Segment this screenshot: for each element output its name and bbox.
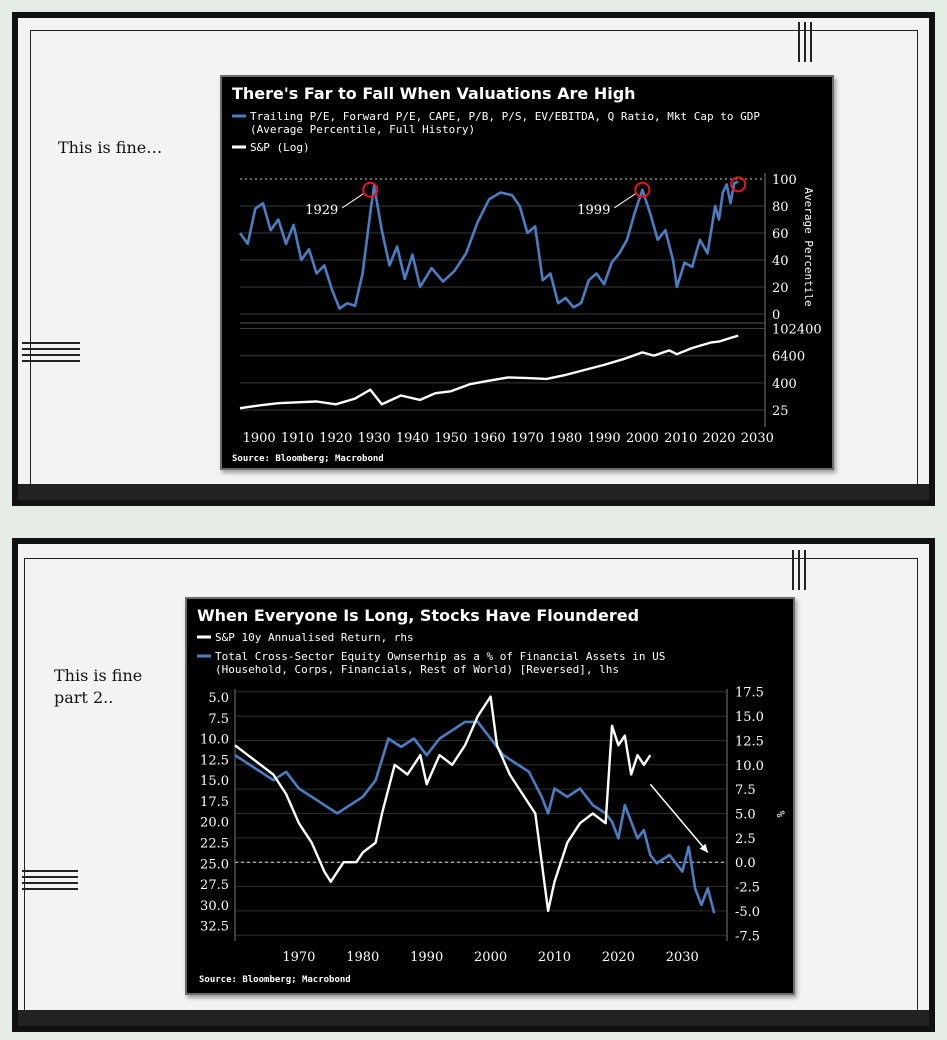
chart-source: Source: Bloomberg; Macrobond	[232, 454, 384, 464]
x-tick-label: 2020	[702, 431, 736, 446]
left-y-tick-label: 17.5	[200, 794, 229, 810]
x-tick-label: 1990	[410, 950, 444, 965]
series-sp-log-line	[240, 336, 738, 409]
x-tick-label: 1970	[510, 431, 544, 446]
top-y-tick-label: 60	[772, 227, 789, 242]
right-y-tick-label: 7.5	[735, 783, 756, 799]
series-sp-10y-return-line	[235, 697, 650, 911]
left-y-tick-label: 30.0	[200, 898, 229, 914]
left-y-tick-label: 20.0	[200, 815, 229, 831]
x-tick-label: 1960	[472, 431, 506, 446]
peak-label-1: 1999	[577, 202, 611, 218]
right-y-tick-label: -5.0	[735, 904, 761, 920]
chart-2	[185, 597, 795, 995]
right-y-tick-label: 17.5	[735, 685, 764, 701]
slide-2-caption: This is fine part 2..	[54, 666, 143, 707]
x-tick-label: 2030	[665, 950, 699, 965]
left-y-tick-label: 25.0	[200, 857, 229, 873]
x-tick-label: 2020	[601, 950, 635, 965]
legend-text-0-0: S&P 10y Annualised Return, rhs	[215, 631, 414, 644]
right-y-tick-label: -7.5	[735, 929, 761, 945]
right-y-tick-label: 15.0	[735, 710, 764, 726]
top-y-tick-label: 40	[772, 254, 789, 269]
right-y-tick-label: 5.0	[735, 807, 756, 823]
right-y-tick-label: 10.0	[735, 758, 764, 774]
slide-1-deco-lines-top	[798, 22, 812, 62]
chart-title: There's Far to Fall When Valuations Are High	[232, 84, 636, 103]
series-average-percentile-line	[240, 182, 738, 309]
x-tick-label: 2010	[664, 431, 698, 446]
bottom-y-tick-label: 25	[772, 404, 789, 420]
legend-text-1-0: S&P (Log)	[250, 141, 310, 154]
right-y-tick-label: 0.0	[735, 856, 756, 872]
top-y-tick-label: 80	[772, 200, 789, 215]
right-y-axis-label: %	[774, 810, 787, 818]
slide-2-deco-lines-left	[22, 870, 78, 884]
slide-1-caption: This is fine…	[58, 138, 163, 157]
left-y-tick-label: 32.5	[200, 919, 229, 935]
chart-1-svg	[222, 77, 832, 468]
slide-2-deco-lines-top	[792, 550, 806, 590]
legend-text-1-1: (Household, Corps, Financials, Rest of World) [Reversed], lhs	[215, 663, 619, 676]
left-y-tick-label: 27.5	[200, 878, 229, 894]
left-y-tick-label: 12.5	[200, 753, 229, 769]
series-equity-ownership-line	[235, 722, 714, 913]
chart-title: When Everyone Is Long, Stocks Have Floundered	[197, 606, 640, 625]
left-y-tick-label: 15.0	[200, 774, 229, 790]
top-y-axis-label: Average Percentile	[802, 187, 815, 307]
top-y-tick-label: 0	[772, 308, 781, 323]
right-y-tick-label: 12.5	[735, 734, 764, 750]
x-tick-label: 1990	[587, 431, 621, 446]
x-tick-label: 1980	[346, 950, 380, 965]
x-tick-label: 1930	[357, 431, 391, 446]
x-tick-label: 1900	[242, 431, 276, 446]
chart-2-svg	[187, 599, 793, 993]
x-tick-label: 2010	[537, 950, 572, 965]
top-y-tick-label: 20	[772, 281, 789, 296]
slide-1-deco-lines-left	[22, 342, 80, 356]
top-y-tick-label: 100	[772, 173, 797, 188]
slide-2-bottom-bar	[18, 1010, 929, 1026]
left-y-tick-label: 7.5	[208, 711, 229, 727]
chart-1	[220, 75, 834, 470]
x-tick-label: 2000	[474, 950, 508, 965]
right-y-tick-label: 2.5	[735, 831, 756, 847]
x-tick-label: 2030	[740, 431, 774, 446]
x-tick-label: 1970	[282, 950, 316, 965]
trend-arrow-line	[650, 784, 708, 852]
bottom-y-tick-label: 400	[772, 376, 797, 392]
legend-text-1-0: Total Cross-Sector Equity Ownserhip as a % of Financial Assets in US	[215, 650, 666, 663]
x-tick-label: 1950	[434, 431, 468, 446]
left-y-tick-label: 22.5	[200, 836, 229, 852]
left-y-tick-label: 10.0	[200, 732, 229, 748]
x-tick-label: 1940	[395, 431, 429, 446]
x-tick-label: 1910	[280, 431, 315, 446]
x-tick-label: 1920	[319, 431, 353, 446]
bottom-y-tick-label: 6400	[772, 349, 806, 365]
chart-source: Source: Bloomberg; Macrobond	[199, 975, 351, 985]
x-tick-label: 1980	[549, 431, 583, 446]
legend-text-0-1: (Average Percentile, Full History)	[250, 123, 476, 136]
peak-label-0: 1929	[305, 202, 339, 218]
x-tick-label: 2000	[625, 431, 659, 446]
left-y-tick-label: 5.0	[208, 691, 229, 706]
legend-text-0-0: Trailing P/E, Forward P/E, CAPE, P/B, P/S, EV/EBITDA, Q Ratio, Mkt Cap to GDP	[250, 110, 760, 123]
right-y-tick-label: -2.5	[735, 880, 761, 896]
slide-1-bottom-bar	[18, 484, 929, 500]
bottom-y-tick-label: 102400	[772, 322, 822, 338]
